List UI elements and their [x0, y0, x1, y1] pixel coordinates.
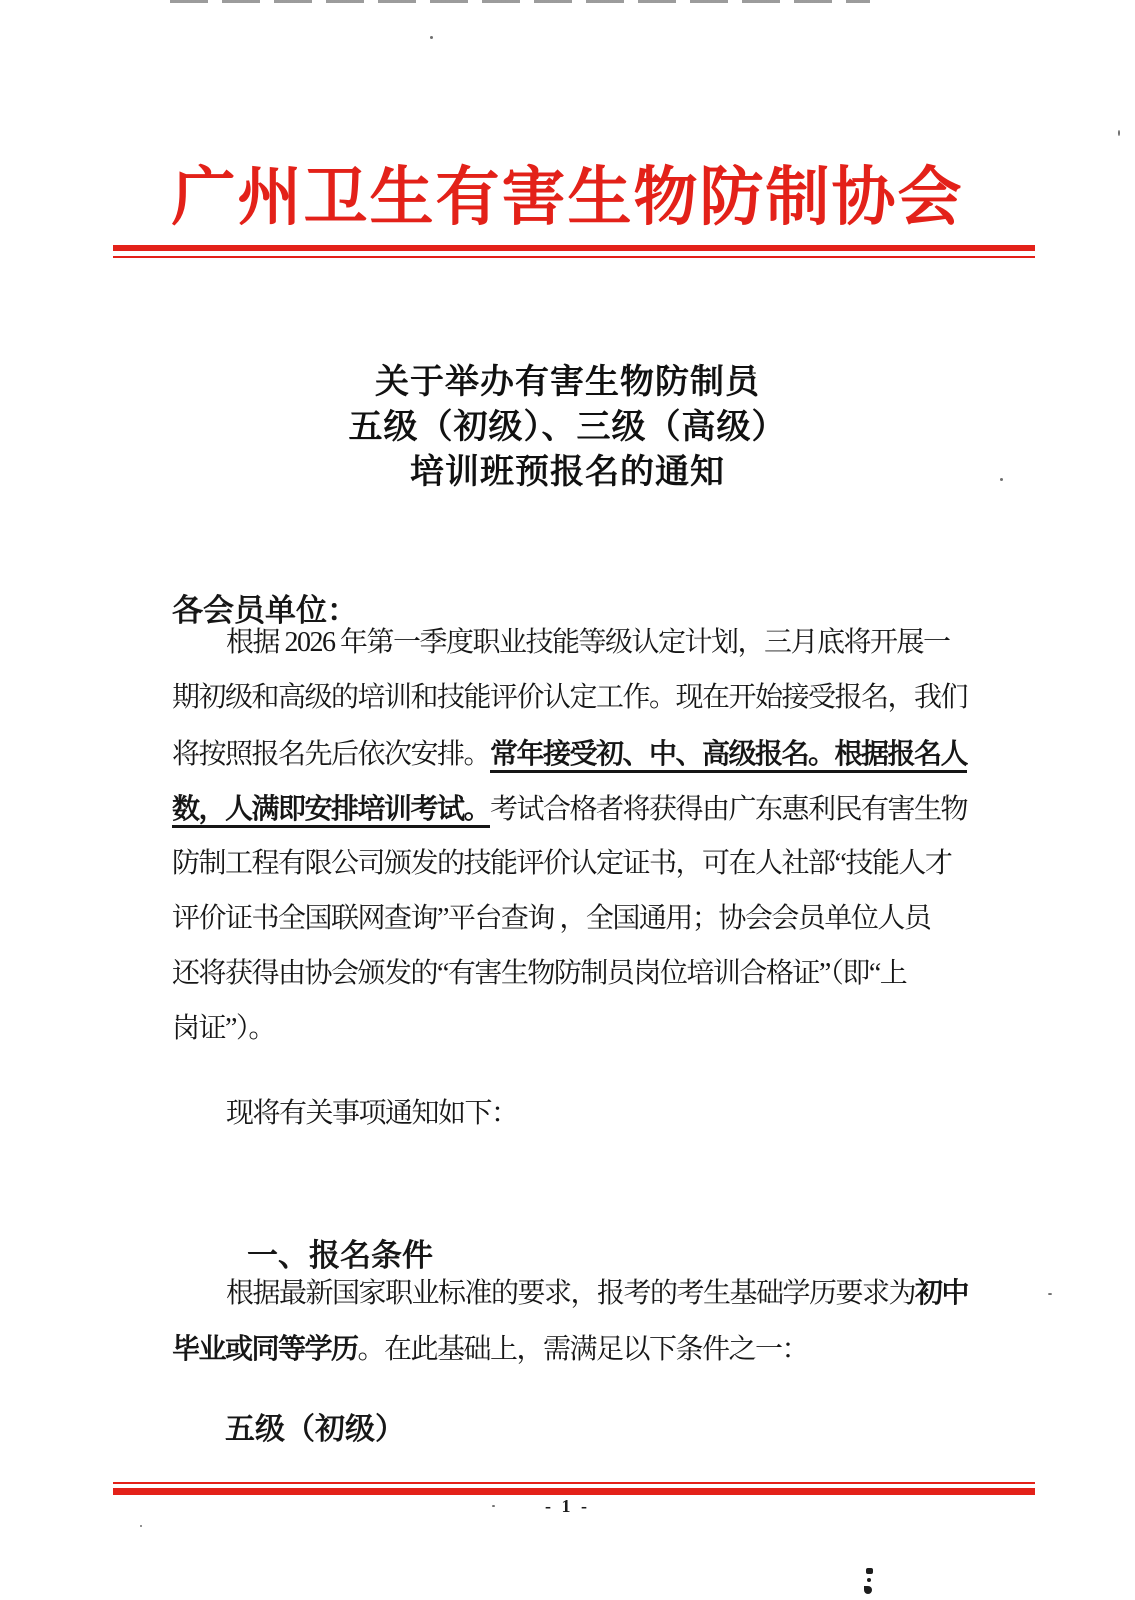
paragraph-line — [172, 1086, 972, 1141]
scan-smudge — [867, 1578, 871, 1582]
paragraph-text: 评价证书全国联网查询”平台查询 ，全国通用；协会会员单位人员 — [172, 903, 931, 934]
bold-text: 初中 — [915, 1277, 969, 1308]
scan-speck — [430, 36, 433, 39]
bold-text: 毕业或同等学历 — [172, 1333, 358, 1364]
doc-title-line-3: 培训班预报名的通知 — [410, 453, 725, 491]
emphasis-underlined-text: 数，人满即安排培训考试。 — [172, 793, 490, 828]
sub-heading: 五级（初级） — [225, 1413, 405, 1446]
paragraph-line — [172, 1001, 972, 1056]
doc-title-line-1: 关于举办有害生物防制员 — [375, 363, 760, 401]
paragraph-line — [172, 1265, 972, 1321]
paragraph-text: 现将有关事项通知如下： — [226, 1098, 518, 1129]
paragraph-text: 根据最新国家职业标准的要求，报考的考生基础学历要求为 — [226, 1278, 916, 1309]
page-number: - 1 - — [545, 1496, 590, 1516]
paragraph-line — [172, 891, 972, 946]
paragraph-text: 考试合格者将获得由广东惠利民有害生物 — [490, 794, 968, 825]
paragraph-line — [172, 1321, 972, 1377]
paragraph-text: 岗证”）。 — [172, 1013, 275, 1044]
paragraph-line — [172, 615, 972, 670]
paragraph-line — [172, 726, 972, 782]
paragraph-text: 防制工程有限公司颁发的技能评价认定证书，可在人社部“技能人才 — [172, 848, 952, 879]
paragraph-text: 还将获得由协会颁发的“有害生物防制员岗位培训合格证”（即“上 — [172, 958, 907, 989]
salutation: 各会员单位： — [172, 593, 358, 628]
footer-rule-thin — [113, 1482, 1035, 1484]
org-name: 广州卫生有害生物防制协会 — [171, 162, 964, 233]
scan-smudge — [866, 1568, 873, 1574]
paragraph-text: 将按照报名先后依次安排。 — [172, 739, 491, 770]
doc-title-line-2: 五级（初级）、三级（高级） — [348, 408, 787, 446]
emphasis-underlined-text: 常年接受初、中、高级报名。根据报名人 — [490, 738, 967, 773]
paragraph-text: 。在此基础上，需满足以下条件之一： — [357, 1334, 809, 1365]
paragraph-line — [172, 836, 972, 891]
scan-noise-strip — [170, 0, 870, 3]
header-rule-thick — [113, 245, 1035, 251]
doc-title — [0, 360, 1135, 495]
scan-speck — [1048, 1293, 1052, 1295]
section-heading: 一、报名条件 — [247, 1238, 433, 1273]
scan-speck — [1118, 130, 1120, 136]
footer-rule-thick — [113, 1488, 1035, 1495]
paragraph-text: 期初级和高级的培训和技能评价认定工作。现在开始接受报名，我们 — [172, 682, 968, 713]
paragraph-line — [172, 946, 972, 1001]
scan-speck — [140, 1525, 142, 1527]
paragraph-line — [172, 670, 972, 725]
header-rule-thin — [113, 256, 1035, 258]
scan-smudge — [864, 1586, 872, 1594]
paragraph-line — [172, 781, 972, 837]
paragraph-text: 根据 2026 年第一季度职业技能等级认定计划，三月底将开展一 — [226, 627, 950, 658]
